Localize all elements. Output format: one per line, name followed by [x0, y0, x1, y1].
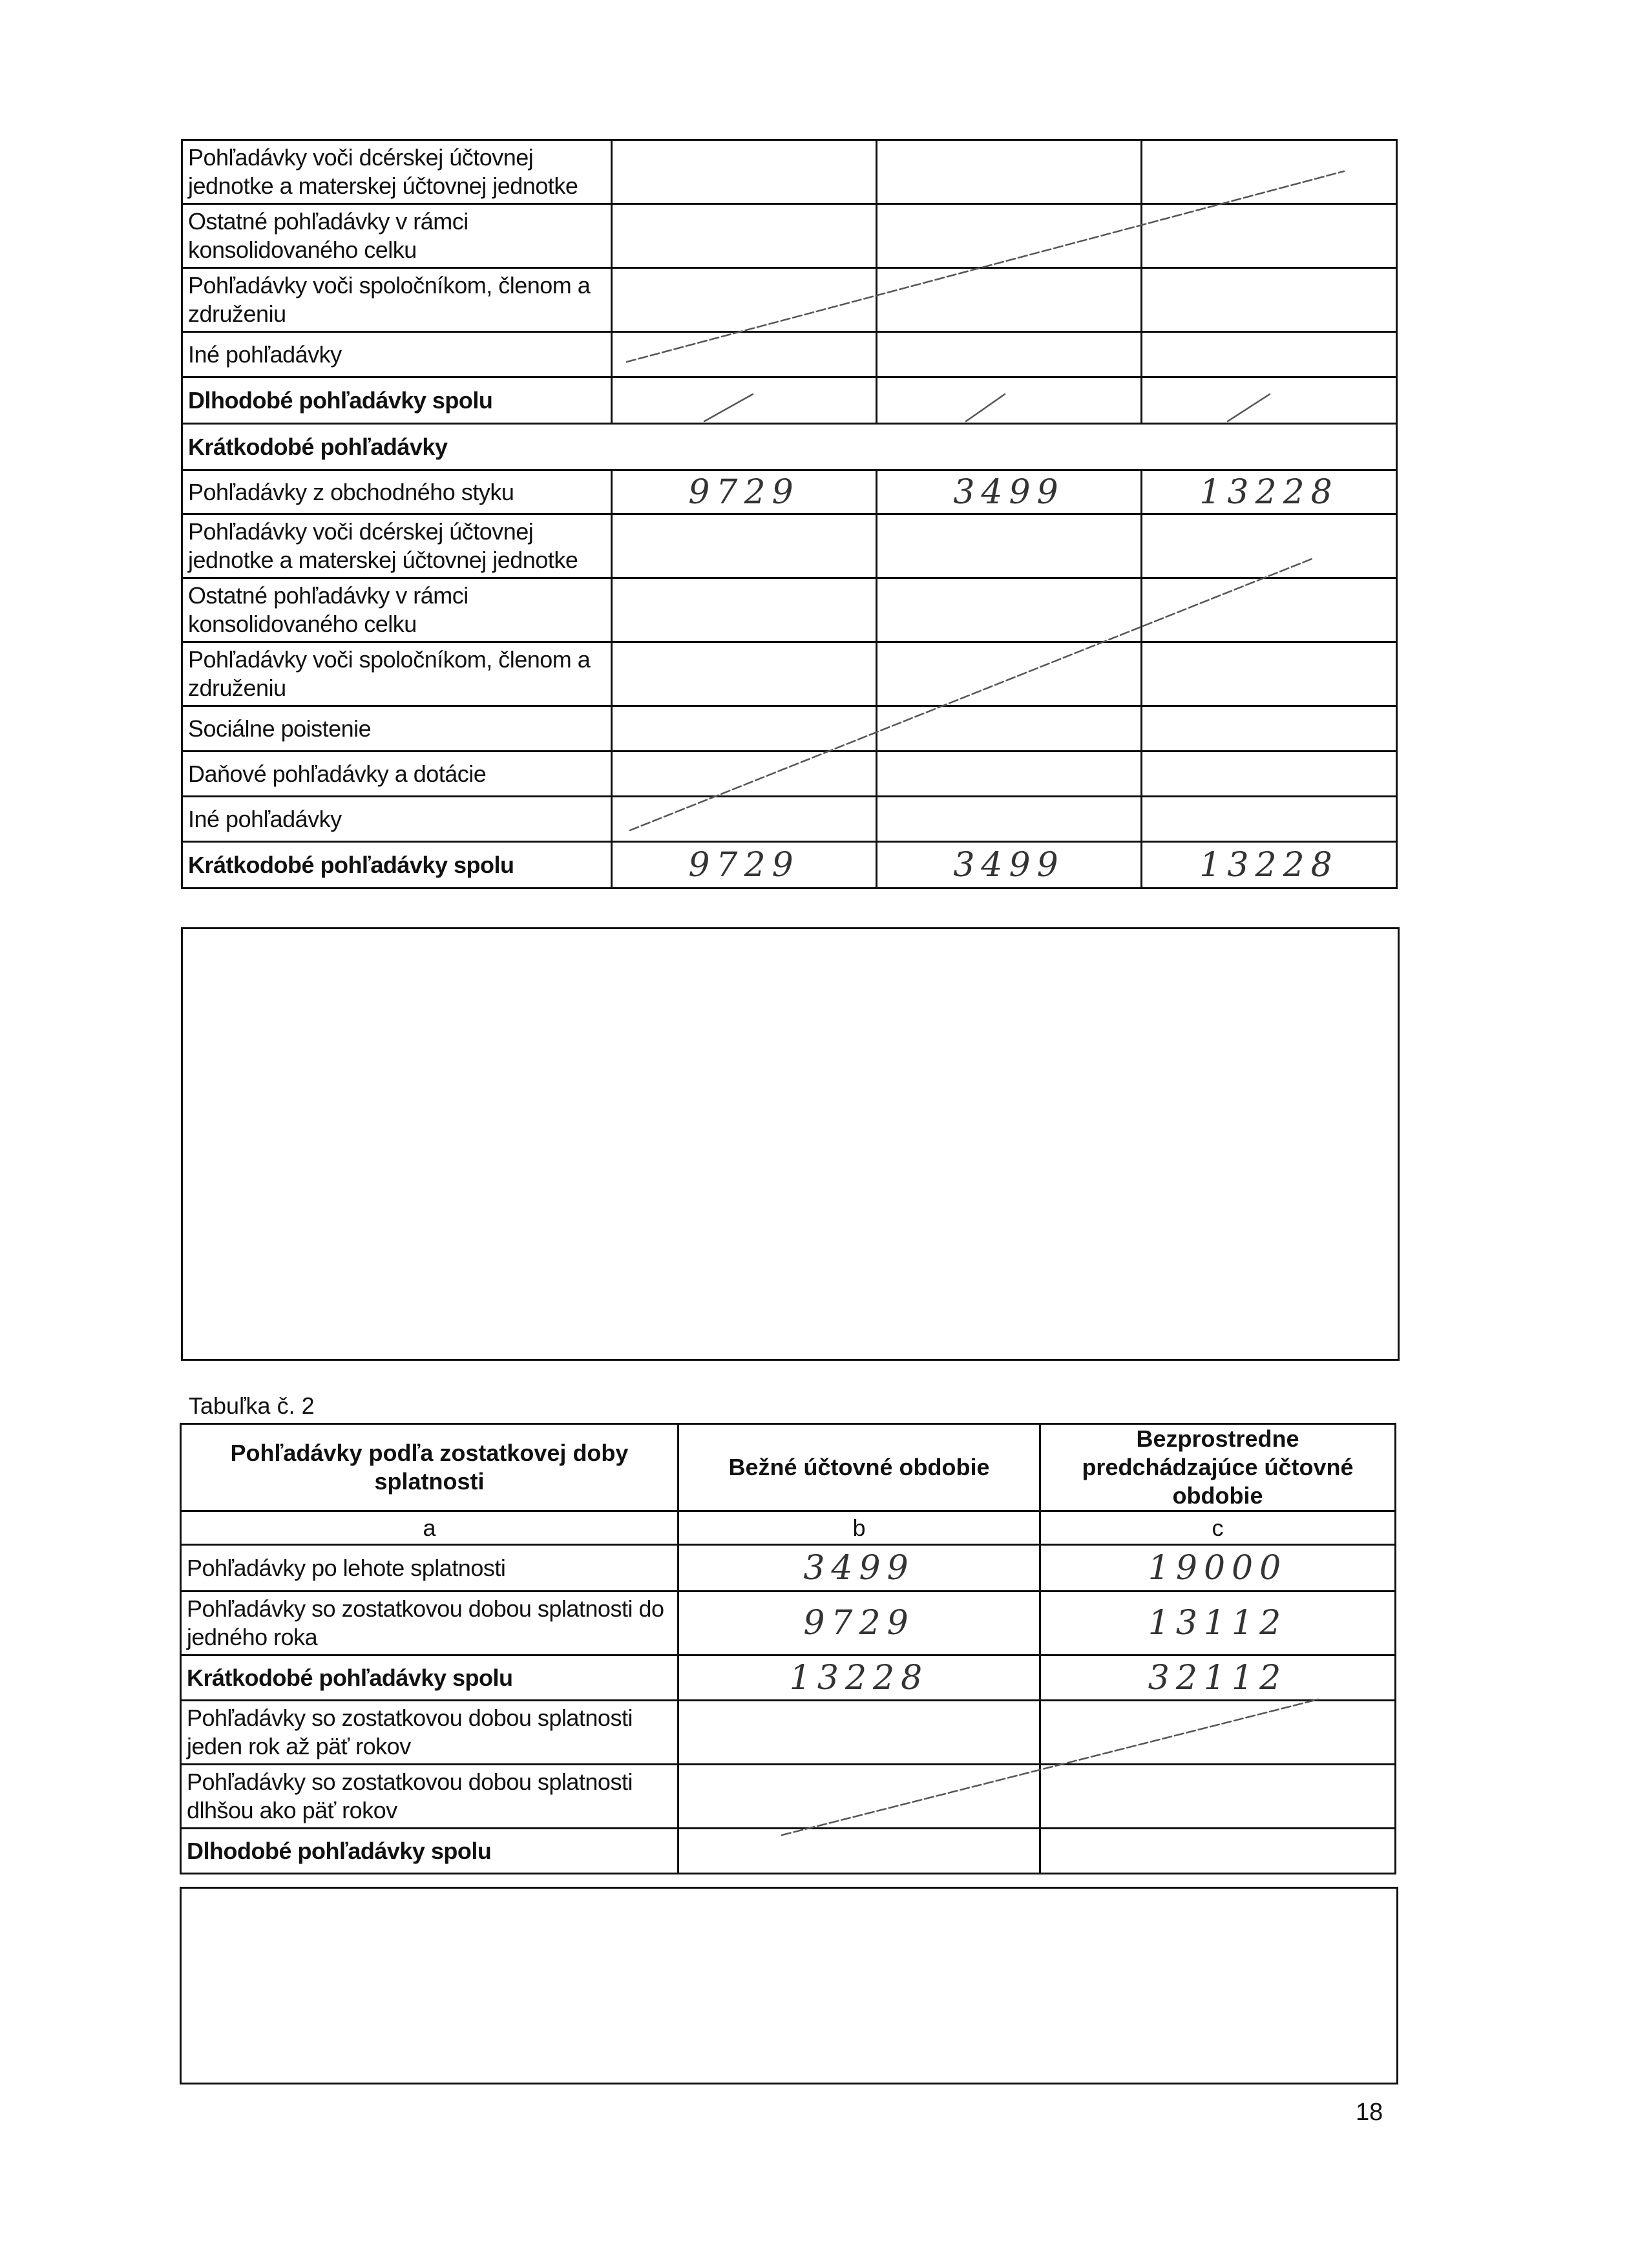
cell-b	[612, 268, 877, 332]
notes-box	[180, 1887, 1398, 2084]
cell-d	[1142, 706, 1397, 751]
cell-c	[877, 797, 1142, 842]
table-row	[181, 1591, 1396, 1655]
cell-b	[612, 751, 877, 797]
cell-c	[877, 377, 1142, 424]
handwritten-value: 3499	[877, 470, 1142, 514]
cell-c	[1040, 1765, 1396, 1829]
cell-c	[877, 204, 1142, 268]
cell-c	[877, 578, 1142, 642]
section-label: Krátkodobé pohľadávky	[182, 424, 1397, 470]
cell-d	[1142, 642, 1397, 706]
cell-d	[1142, 578, 1397, 642]
column-letter: a	[181, 1511, 678, 1545]
cell-d	[1142, 268, 1397, 332]
row-label: Pohľadávky so zostatkovou dobou splatnosti jeden rok až päť rokov	[181, 1701, 678, 1765]
table-row	[182, 642, 1397, 706]
column-header: Bežné účtovné obdobie	[678, 1424, 1040, 1511]
handwritten-value: 13228	[1142, 842, 1397, 888]
row-label: Krátkodobé pohľadávky spolu	[181, 1655, 678, 1701]
row-label: Pohľadávky so zostatkovou dobou splatnosti dlhšou ako päť rokov	[181, 1765, 678, 1829]
row-label: Dlhodobé pohľadávky spolu	[181, 1829, 678, 1874]
cell-b	[678, 1829, 1040, 1874]
cell-d	[1142, 204, 1397, 268]
cell-c	[877, 751, 1142, 797]
cell-d	[1142, 140, 1397, 204]
cell-c	[877, 642, 1142, 706]
table-row	[182, 842, 1397, 888]
row-label: Dlhodobé pohľadávky spolu	[182, 377, 612, 424]
row-label: Pohľadávky z obchodného styku	[182, 470, 612, 514]
table-caption: Tabuľka č. 2	[189, 1392, 315, 1419]
row-label: Pohľadávky so zostatkovou dobou splatnosti do jedného roka	[181, 1591, 678, 1655]
row-label: Iné pohľadávky	[182, 332, 612, 377]
cell-b	[612, 140, 877, 204]
table-row	[182, 514, 1397, 578]
table-row	[181, 1545, 1396, 1591]
row-label: Ostatné pohľadávky v rámci konsolidovaného celku	[182, 578, 612, 642]
receivables-table-2	[180, 1423, 1396, 1874]
table-row	[182, 751, 1397, 797]
cell-d	[1142, 514, 1397, 578]
column-header: Pohľadávky podľa zostatkovej doby splatnosti	[181, 1424, 678, 1511]
handwritten-value: 13112	[1040, 1591, 1396, 1655]
row-label: Pohľadávky voči dcérskej účtovnej jednotke a materskej účtovnej jednotke	[182, 514, 612, 578]
cell-b	[612, 578, 877, 642]
cell-c	[877, 140, 1142, 204]
column-header: Bezprostredne predchádzajúce účtovné obdobie	[1040, 1424, 1396, 1511]
table-row	[182, 797, 1397, 842]
cell-b	[678, 1765, 1040, 1829]
table-row	[182, 706, 1397, 751]
handwritten-value: 3499	[877, 842, 1142, 888]
cell-d	[1142, 332, 1397, 377]
table-row	[181, 1829, 1396, 1874]
row-label: Pohľadávky po lehote splatnosti	[181, 1545, 678, 1591]
cell-c	[877, 268, 1142, 332]
letters-row	[181, 1511, 1396, 1545]
table-row	[182, 470, 1397, 514]
handwritten-value: 9729	[612, 470, 877, 514]
table-row	[182, 204, 1397, 268]
handwritten-value: 19000	[1040, 1545, 1396, 1591]
handwritten-value: 9729	[678, 1591, 1040, 1655]
cell-b	[612, 377, 877, 424]
row-label: Krátkodobé pohľadávky spolu	[182, 842, 612, 888]
column-letter: b	[678, 1511, 1040, 1545]
table-row	[182, 578, 1397, 642]
cell-b	[678, 1701, 1040, 1765]
cell-c	[877, 332, 1142, 377]
table-row	[182, 377, 1397, 424]
handwritten-value: 3499	[678, 1545, 1040, 1591]
cell-d	[1142, 751, 1397, 797]
row-label: Pohľadávky voči spoločníkom, členom a združeniu	[182, 268, 612, 332]
cell-c	[1040, 1829, 1396, 1874]
cell-b	[612, 332, 877, 377]
cell-c	[877, 514, 1142, 578]
row-label: Iné pohľadávky	[182, 797, 612, 842]
cell-d	[1142, 377, 1397, 424]
handwritten-value: 13228	[1142, 470, 1397, 514]
header-row	[181, 1424, 1396, 1511]
cell-c	[877, 706, 1142, 751]
table-row	[181, 1765, 1396, 1829]
receivables-table-1	[181, 139, 1398, 889]
cell-d	[1142, 797, 1397, 842]
row-label: Sociálne poistenie	[182, 706, 612, 751]
section-row	[182, 424, 1397, 470]
row-label: Pohľadávky voči dcérskej účtovnej jednotke a materskej účtovnej jednotke	[182, 140, 612, 204]
cell-b	[612, 204, 877, 268]
table-row	[182, 332, 1397, 377]
cell-c	[1040, 1701, 1396, 1765]
handwritten-value: 13228	[678, 1655, 1040, 1701]
handwritten-value: 9729	[612, 842, 877, 888]
row-label: Ostatné pohľadávky v rámci konsolidovaného celku	[182, 204, 612, 268]
row-label: Pohľadávky voči spoločníkom, členom a združeniu	[182, 642, 612, 706]
cell-b	[612, 797, 877, 842]
table-row	[182, 268, 1397, 332]
column-letter: c	[1040, 1511, 1396, 1545]
cell-b	[612, 706, 877, 751]
table-row	[182, 140, 1397, 204]
row-label: Daňové pohľadávky a dotácie	[182, 751, 612, 797]
page-number: 18	[1356, 2099, 1383, 2126]
cell-b	[612, 642, 877, 706]
table-row	[181, 1655, 1396, 1701]
notes-box	[181, 927, 1400, 1361]
handwritten-value: 32112	[1040, 1655, 1396, 1701]
table-row	[181, 1701, 1396, 1765]
cell-b	[612, 514, 877, 578]
